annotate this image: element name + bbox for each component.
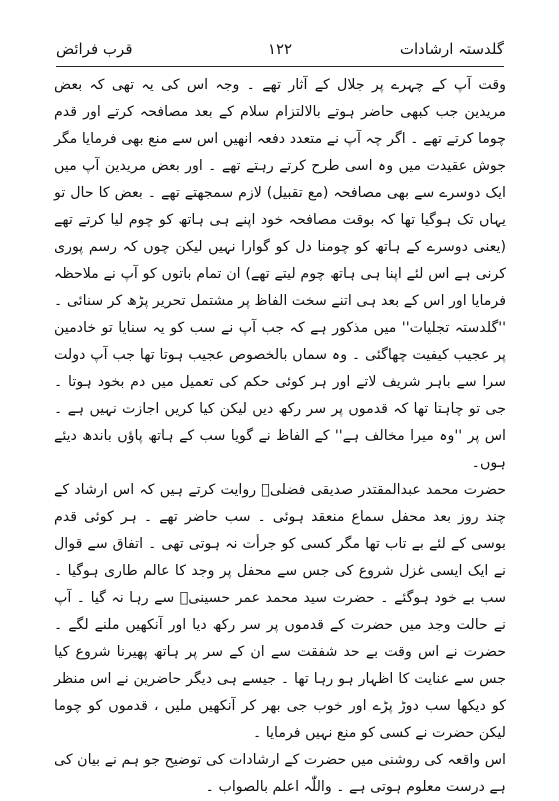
page-number: ۱۲۲	[267, 40, 293, 58]
header-rule	[56, 66, 504, 67]
paragraph-1: وقت آپ کے چہرے پر جلال کے آثار تھے ۔ وجہ اس کی یہ تھی کہ بعض مریدین جب کبھی حاضر ہوتے بالالتزام سلام کے بعد مصافحہ کرتے اور قدم چوما کرتے تھے ۔ اگر چہ آپ نے متعدد دفعہ انھیں اس سے منع بھی فرمایا مگر جوش عقیدت میں وہ اسی طرح کرتے رہتے تھے ۔ اور بعض مریدین آپ میں ایک دوسرے سے بھی مصافحہ (مع تقبیل) لازم سمجھتے تھے ۔ بعض کا حال تو یہاں تک ہوگیا تھا کہ بوقت مصافحہ خود اپنے ہی ہاتھ کو چوم لیا کرتے تھے (یعنی دوسرے کے ہاتھ کو چومنا دل کو گوارا نہیں لیکن چوں کہ رسم پوری کرنی ہے اس لئے اپنا ہی ہاتھ چوم لیتے تھے) ان تمام باتوں کو آپ نے ملاحظہ فرمایا اور اس کے بعد ہی اتنے سخت الفاظ پر مشتمل تحریر پڑھ کر سنائی ۔	[54, 77, 506, 309]
page-body	[54, 72, 506, 801]
book-title: گلدستہ ارشادات	[399, 40, 504, 58]
page-header	[56, 40, 504, 66]
paragraph-2: ''گلدستہ تجلیات'' میں مذکور ہے کہ جب آپ نے سب کو یہ سنایا تو خادمین پر عجیب کیفیت چھاگئی ۔ وہ سماں بالخصوص عجیب ہوتا تھا جب آپ دولت سرا سے باہر شریف لاتے اور ہر کوئی حکم کی تعمیل میں دم بخود ہوتا ۔ جی تو چاہتا تھا کہ قدموں پر سر رکھ دیں لیکن کیا کریں اجازت نہیں ہے ۔ اس پر ''وہ میرا مخالف ہے'' کے الفاظ نے گویا سب کے ہاتھ پاؤں باندھ دیئے ہوں۔	[54, 320, 506, 471]
paragraph-4: اس واقعہ کی روشنی میں حضرت کے ارشادات کی توضیح جو ہم نے بیان کی ہے درست معلوم ہوتی ہے ۔ واللّٰہ اعلم بالصواب ۔	[54, 752, 506, 795]
chapter-title: قرب فرائض	[56, 40, 133, 58]
paragraph-3: حضرت محمد عبدالمقتدر صدیقی فضلیؔ روایت کرتے ہیں کہ اس ارشاد کے چند روز بعد محفل سماع منعقد ہوئی ۔ سب حاضر تھے ۔ ہر کوئی قدم بوسی کے لئے بے تاب تھا مگر کسی کو جرأت نہ ہوتی تھی ۔ اتفاق سے قوال نے ایک ایسی غزل شروع کی جس سے محفل پر وجد کا عالم طاری ہوگیا ۔ سب بے خود ہوگئے ۔ حضرت سید محمد عمر حسینیؔ سے رہا نہ گیا ۔ آپ نے حالت وجد میں حضرت کے قدموں پر سر رکھ دیا اور آنکھیں ملنے لگے ۔ حضرت نے اس وقت بے حد شفقت سے ان کے سر پر ہاتھ پھیرنا شروع کیا جس سے عنایت کا اظہار ہو رہا تھا ۔ جیسے ہی دیگر حاضرین نے اس منظر کو دیکھا سب دوڑ پڑے اور خوب جی بھر کر آنکھیں ملیں ، قدموں کو چوما لیکن حضرت نے کسی کو منع نہیں فرمایا ۔	[54, 482, 506, 741]
